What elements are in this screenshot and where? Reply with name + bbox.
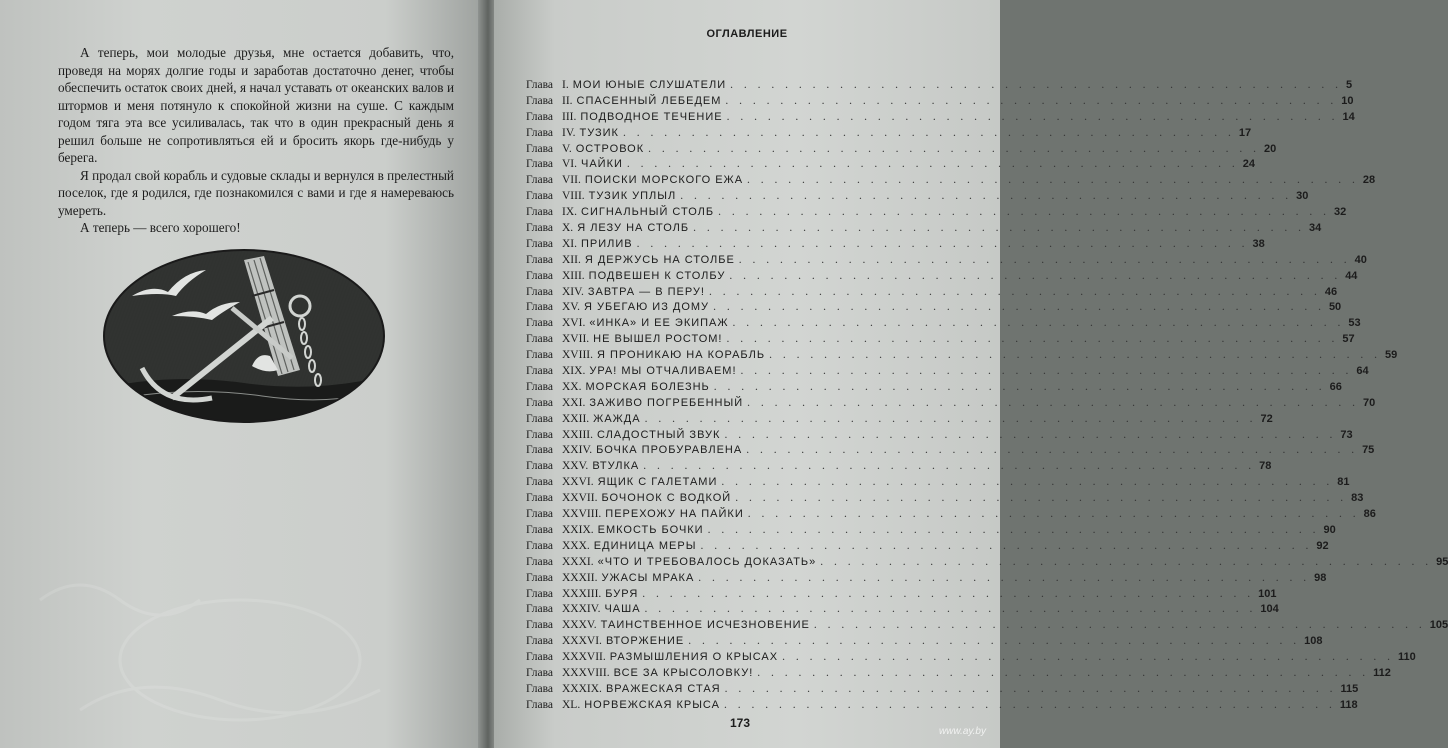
toc-chapter-number: VIII.: [562, 190, 585, 203]
toc-chapter-word: Глава: [526, 666, 554, 679]
toc-chapter-title: ВТУЛКА: [592, 460, 640, 473]
toc-page-number: 28: [1362, 174, 1376, 187]
toc-chapter-number: XXXVIII.: [562, 666, 610, 679]
toc-chapter-title: УЖАСЫ МРАКА: [601, 571, 695, 584]
toc-leader-dots: . . . . . . . . . . . . . . . . . . . . . . . . . . . . . . . . . . . . . . . . . . . . .: [708, 285, 1321, 298]
toc-row: [526, 79, 1353, 95]
toc-chapter-title: РАЗМЫШЛЕНИЯ О КРЫСАХ: [609, 651, 779, 664]
toc-page-number: 112: [1373, 666, 1391, 679]
toc-chapter-word: Глава: [526, 444, 554, 457]
toc-chapter-title: УРА! МЫ ОТЧАЛИВАЕМ!: [589, 365, 737, 378]
toc-chapter-word: Глава: [526, 476, 554, 489]
page-number: 173: [730, 716, 751, 730]
toc-chapter-number: XVIII.: [562, 349, 593, 362]
toc-row: [526, 651, 1416, 667]
toc-chapter-word: Глава: [526, 237, 554, 250]
toc-chapter-number: XI.: [562, 237, 578, 250]
toc-chapter-title: ЗАВТРА — В ПЕРУ!: [587, 285, 705, 298]
toc-chapter-title: ЧАЙКИ: [581, 158, 623, 171]
toc-row: [526, 206, 1347, 222]
toc-chapter-title: ТУЗИК: [579, 126, 619, 139]
toc-chapter-number: XXVIII.: [562, 508, 602, 521]
toc-chapter-number: XXV.: [562, 460, 589, 473]
toc-chapter-word: Глава: [526, 412, 554, 425]
toc-chapter-word: Глава: [526, 158, 554, 171]
toc-chapter-word: Глава: [526, 190, 554, 203]
toc-page-number: 57: [1342, 333, 1355, 346]
toc-page-number: 81: [1337, 476, 1350, 489]
toc-chapter-word: Глава: [526, 349, 554, 362]
toc-chapter-number: XXVII.: [562, 492, 598, 505]
toc-row: [526, 571, 1327, 588]
toc-chapter-word: Глава: [526, 317, 554, 330]
toc-row: [526, 142, 1277, 159]
toc-leader-dots: . . . . . . . . . . . . . . . . . . . . . . . . . . . . . . . . . . . . . . . . . . . . .: [735, 492, 1348, 505]
toc-chapter-title: ПРИЛИВ: [581, 237, 633, 250]
toc-chapter-title: Я ДЕРЖУСЬ НА СТОЛБЕ: [584, 253, 735, 266]
toc-chapter-word: Глава: [526, 94, 554, 107]
toc-chapter-number: XXXIII.: [562, 587, 602, 600]
toc-chapter-word: Глава: [526, 587, 554, 600]
toc-chapter-word: Глава: [526, 619, 554, 632]
toc-chapter-title: «ЧТО И ТРЕБОВАЛОСЬ ДОКАЗАТЬ»: [597, 555, 817, 568]
toc-chapter-word: Глава: [526, 603, 554, 616]
toc-chapter-word: Глава: [526, 301, 554, 314]
toc-page-number: 5: [1346, 79, 1353, 91]
toc-leader-dots: . . . . . . . . . . . . . . . . . . . . . . . . . . . . . . . . . . . . . . . . . . . . .: [769, 349, 1381, 362]
toc-leader-dots: . . . . . . . . . . . . . . . . . . . . . . . . . . . . . . . . . . . . . . . . . . . . .: [747, 174, 1359, 187]
toc-chapter-number: IX.: [562, 206, 578, 219]
toc-leader-dots: . . . . . . . . . . . . . . . . . . . . . . . . . . . . . . . . . . . . . . . . . . . . .: [622, 126, 1235, 139]
toc-page-number: 44: [1345, 269, 1358, 282]
toc-row: [526, 380, 1342, 397]
toc-leader-dots: . . . . . . . . . . . . . . . . . . . . . . . . . . . . . . . . . . . . . . . . . . . . .: [648, 142, 1261, 155]
show-through-ornament-icon: [20, 560, 460, 740]
toc-row: [526, 682, 1359, 699]
toc-leader-dots: . . . . . . . . . . . . . . . . . . . . . . . . . . . . . . . . . . . . . . . . . . . . .: [626, 158, 1239, 171]
toc-chapter-word: Глава: [526, 460, 554, 473]
toc-chapter-word: Глава: [526, 285, 554, 298]
toc-chapter-number: VII.: [562, 174, 581, 187]
toc-chapter-title: ПОДВОДНОЕ ТЕЧЕНИЕ: [580, 110, 723, 123]
toc-leader-dots: . . . . . . . . . . . . . . . . . . . . . . . . . . . . . . . . . . . . . . . . . . . . .: [725, 94, 1338, 107]
toc-chapter-number: XXVI.: [562, 476, 594, 489]
toc-chapter-title: ВТОРЖЕНИЕ: [605, 635, 685, 648]
toc-chapter-word: Глава: [526, 523, 554, 536]
toc-page-number: 14: [1342, 110, 1355, 123]
toc-chapter-word: Глава: [526, 539, 554, 552]
toc-page-number: 38: [1252, 237, 1265, 250]
toc-row: [526, 333, 1355, 349]
toc-chapter-title: НОРВЕЖСКАЯ КРЫСА: [584, 698, 720, 711]
toc-leader-dots: . . . . . . . . . . . . . . . . . . . . . . . . . . . . . . . . . . . . . . . . . . . . .: [746, 444, 1359, 457]
toc-chapter-word: Глава: [526, 682, 554, 695]
toc-leader-dots: . . . . . . . . . . . . . . . . . . . . . . . . . . . . . . . . . . . . . . . . . . . . .: [782, 651, 1394, 664]
toc-chapter-number: XXIX.: [562, 523, 594, 536]
toc-leader-dots: . . . . . . . . . . . . . . . . . . . . . . . . . . . . . . . . . . . . . . . . . . . . .: [730, 79, 1342, 91]
toc-row: [526, 285, 1338, 302]
toc-leader-dots: . . . . . . . . . . . . . . . . . . . . . . . . . . . . . . . . . . . . . . . . . . . . .: [698, 571, 1311, 584]
toc-chapter-title: ЕМКОСТЬ БОЧКИ: [597, 523, 704, 536]
toc-row: [526, 412, 1273, 429]
toc-chapter-title: ЧАША: [604, 603, 641, 616]
toc-chapter-number: XXIV.: [562, 444, 593, 457]
toc-page-number: 115: [1340, 682, 1359, 695]
toc-row: [526, 635, 1323, 651]
toc-chapter-number: X.: [562, 222, 574, 235]
toc-leader-dots: . . . . . . . . . . . . . . . . . . . . . . . . . . . . . . . . . . . . . . . . . . . . .: [721, 476, 1334, 489]
toc-leader-dots: . . . . . . . . . . . . . . . . . . . . . . . . . . . . . . . . . . . . . . . . . . . . .: [726, 110, 1339, 123]
toc-chapter-number: XXXIX.: [562, 682, 602, 695]
toc-row: [526, 587, 1277, 604]
toc-leader-dots: . . . . . . . . . . . . . . . . . . . . . . . . . . . . . . . . . . . . . . . . . . . . .: [729, 269, 1342, 282]
toc-page-number: 105: [1429, 619, 1448, 632]
toc-row: [526, 94, 1354, 111]
toc-chapter-word: Глава: [526, 380, 554, 393]
toc-page-number: 10: [1341, 94, 1354, 107]
paragraph-2: Я продал свой корабль и судовые склады и вернулся в прелестный поселок, где я родился, где познакомился с вами и где я намереваюсь умереть.: [58, 167, 454, 218]
toc-leader-dots: . . . . . . . . . . . . . . . . . . . . . . . . . . . . . . . . . . . . . . . . . . . . .: [747, 508, 1360, 521]
toc-chapter-title: МОРСКАЯ БОЛЕЗНЬ: [585, 380, 710, 393]
toc-chapter-word: Глава: [526, 222, 554, 235]
toc-page-number: 70: [1363, 396, 1376, 409]
toc-page-number: 83: [1351, 492, 1364, 505]
toc-leader-dots: . . . . . . . . . . . . . . . . . . . . . . . . . . . . . . . . . . . . . . . . . . . . .: [740, 365, 1353, 378]
toc-page-number: 86: [1363, 508, 1376, 521]
toc-leader-dots: . . . . . . . . . . . . . . . . . . . . . . . . . . . . . . . . . . . . . . . . . . . . .: [820, 555, 1433, 568]
toc-chapter-title: НЕ ВЫШЕЛ РОСТОМ!: [593, 333, 723, 346]
toc-leader-dots: . . . . . . . . . . . . . . . . . . . . . . . . . . . . . . . . . . . . . . . . . . . . .: [724, 682, 1337, 695]
toc-page-number: 95: [1436, 555, 1448, 568]
toc-row: [526, 476, 1350, 492]
toc-chapter-title: ПЕРЕХОЖУ НА ПАЙКИ: [605, 508, 744, 521]
toc-chapter-title: МОИ ЮНЫЕ СЛУШАТЕЛИ: [572, 79, 727, 91]
paragraph-1: А теперь, мои молодые друзья, мне остается добавить, что, проведя на морях долгие годы и заработав достаточно денег, чтобы обеспечить остаток своих дней, я начал уставать от океанских валов и штормов и меня потянуло к спокойной жизни на суше. С каждым годом тяга эта все усиливалась, так что в один прекрасный день я решил больше не сопротивляться ей и бросить якорь где-нибудь у берега.: [58, 45, 454, 165]
toc-leader-dots: . . . . . . . . . . . . . . . . . . . . . . . . . . . . . . . . . . . . . . . . . . . . .: [680, 190, 1293, 203]
toc-leader-dots: . . . . . . . . . . . . . . . . . . . . . . . . . . . . . . . . . . . . . . . . . . . . .: [688, 635, 1301, 648]
toc-page-number: 40: [1354, 253, 1367, 266]
toc-chapter-number: XXI.: [562, 396, 586, 409]
toc-chapter-title: ТАИНСТВЕННОЕ ИСЧЕЗНОВЕНИЕ: [600, 619, 810, 632]
toc-row: [526, 301, 1342, 317]
toc-chapter-word: Глава: [526, 571, 554, 584]
toc-chapter-number: XIII.: [562, 269, 585, 282]
toc-chapter-number: XX.: [562, 380, 582, 393]
toc-chapter-title: ЯЩИК С ГАЛЕТАМИ: [597, 476, 718, 489]
toc-chapter-title: Я УБЕГАЮ ИЗ ДОМУ: [584, 301, 710, 314]
toc-row: [526, 603, 1279, 619]
toc-page-number: 101: [1258, 587, 1277, 600]
left-page: [0, 0, 482, 748]
toc-page-number: 34: [1308, 222, 1322, 235]
toc-leader-dots: . . . . . . . . . . . . . . . . . . . . . . . . . . . . . . . . . . . . . . . . . . . . .: [738, 253, 1351, 266]
toc-row: [526, 253, 1367, 270]
toc-leader-dots: . . . . . . . . . . . . . . . . . . . . . . . . . . . . . . . . . . . . . . . . . . . . .: [747, 396, 1360, 409]
toc-row: [526, 396, 1376, 413]
toc-chapter-title: СПАСЕННЫЙ ЛЕБЕДЕМ: [576, 94, 722, 107]
toc-page-number: 32: [1333, 206, 1347, 219]
toc-chapter-title: БУРЯ: [605, 587, 639, 600]
toc-chapter-title: ЕДИНИЦА МЕРЫ: [593, 539, 697, 552]
toc-chapter-word: Глава: [526, 365, 554, 378]
toc-chapter-number: XXXVII.: [562, 651, 606, 664]
toc-leader-dots: . . . . . . . . . . . . . . . . . . . . . . . . . . . . . . . . . . . . . . . . . . . . .: [732, 317, 1345, 330]
toc-row: [526, 492, 1364, 508]
toc-chapter-number: II.: [562, 94, 573, 107]
toc-page-number: 30: [1296, 190, 1309, 203]
toc-chapter-word: Глава: [526, 396, 554, 409]
toc-row: [526, 317, 1361, 333]
toc-chapter-title: ВРАЖЕСКАЯ СТАЯ: [605, 682, 721, 695]
toc-chapter-word: Глава: [526, 428, 554, 441]
toc-row: [526, 349, 1398, 365]
toc-row: [526, 190, 1309, 206]
toc-chapter-number: XVII.: [562, 333, 590, 346]
closing-text: [58, 44, 454, 237]
toc-page-number: 110: [1397, 651, 1416, 664]
toc-chapter-title: ОСТРОВОК: [575, 142, 645, 155]
toc-leader-dots: . . . . . . . . . . . . . . . . . . . . . . . . . . . . . . . . . . . . . . . . . . . . .: [644, 603, 1257, 616]
toc-page-number: 90: [1323, 523, 1336, 536]
toc-chapter-word: Глава: [526, 79, 554, 91]
toc-leader-dots: . . . . . . . . . . . . . . . . . . . . . . . . . . . . . . . . . . . . . . . . . . . . .: [693, 222, 1305, 235]
toc-chapter-title: ПОИСКИ МОРСКОГО ЕЖА: [584, 174, 744, 187]
toc-chapter-number: XXII.: [562, 412, 590, 425]
toc-chapter-number: XXXIV.: [562, 603, 601, 616]
toc-page-number: 75: [1362, 444, 1375, 457]
toc-page-number: 104: [1260, 603, 1279, 616]
toc-leader-dots: . . . . . . . . . . . . . . . . . . . . . . . . . . . . . . . . . . . . . . . . . . . . .: [718, 206, 1330, 219]
toc-row: [526, 428, 1353, 445]
toc-page-number: 59: [1384, 349, 1398, 362]
toc-leader-dots: . . . . . . . . . . . . . . . . . . . . . . . . . . . . . . . . . . . . . . . . . . . . .: [643, 460, 1256, 473]
toc-row: [526, 666, 1391, 683]
toc-chapter-title: ПОДВЕШЕН К СТОЛБУ: [588, 269, 726, 282]
toc-page-number: 72: [1260, 412, 1273, 425]
toc-leader-dots: . . . . . . . . . . . . . . . . . . . . . . . . . . . . . . . . . . . . . . . . . . . . .: [813, 619, 1426, 632]
toc-chapter-title: ВСЕ ЗА КРЫСОЛОВКУ!: [613, 666, 754, 679]
watermark: www.ay.by: [938, 726, 986, 737]
toc-chapter-title: СЛАДОСТНЫЙ ЗВУК: [596, 428, 721, 441]
toc-page-number: 78: [1259, 460, 1272, 473]
toc-page-number: 46: [1324, 285, 1338, 298]
toc-chapter-number: XXXV.: [562, 619, 597, 632]
toc-chapter-title: БОЧКА ПРОБУРАВЛЕНА: [596, 444, 743, 457]
toc-chapter-word: Глава: [526, 651, 554, 664]
paragraph-3: А теперь — всего хорошего!: [80, 220, 241, 235]
toc-row: [526, 508, 1376, 524]
toc-chapter-number: XXXI.: [562, 555, 594, 568]
toc-page-number: 108: [1304, 635, 1323, 648]
toc-page-number: 92: [1316, 539, 1329, 552]
toc-chapter-number: XXXII.: [562, 571, 598, 584]
toc-page-number: 64: [1356, 365, 1369, 378]
toc-chapter-number: XII.: [562, 253, 581, 266]
toc-chapter-number: I.: [562, 79, 569, 91]
toc-leader-dots: . . . . . . . . . . . . . . . . . . . . . . . . . . . . . . . . . . . . . . . . . . . . .: [726, 333, 1339, 346]
toc-chapter-number: III.: [562, 110, 577, 123]
toc-page-number: 53: [1348, 317, 1361, 330]
toc-chapter-number: XXXVI.: [562, 635, 602, 648]
toc-row: [526, 698, 1358, 715]
toc-row: [526, 126, 1252, 143]
toc-chapter-number: XXX.: [562, 539, 590, 552]
toc-row: [526, 237, 1265, 254]
toc-chapter-word: Глава: [526, 142, 554, 155]
toc-chapter-title: ТУЗИК УПЛЫЛ: [588, 190, 677, 203]
toc-heading: ОГЛАВЛЕНИЕ: [706, 28, 788, 40]
toc-chapter-title: «ИНКА» И ЕЕ ЭКИПАЖ: [589, 317, 729, 330]
toc-chapter-title: Я ЛЕЗУ НА СТОЛБ: [577, 222, 690, 235]
toc-page-number: 118: [1339, 698, 1358, 711]
toc-chapter-number: IV.: [562, 126, 576, 139]
toc-chapter-number: VI.: [562, 158, 578, 171]
toc-leader-dots: . . . . . . . . . . . . . . . . . . . . . . . . . . . . . . . . . . . . . . . . . . . . .: [644, 412, 1257, 425]
toc-chapter-title: ЖАЖДА: [593, 412, 641, 425]
toc-chapter-title: БОЧОНОК С ВОДКОЙ: [601, 492, 732, 505]
toc-chapter-word: Глава: [526, 206, 554, 219]
toc-page-number: 98: [1314, 571, 1327, 584]
toc-page-number: 73: [1340, 428, 1353, 441]
toc-chapter-word: Глава: [526, 492, 554, 505]
toc-chapter-title: ЗАЖИВО ПОГРЕБЕННЫЙ: [589, 396, 744, 409]
toc-chapter-word: Глава: [526, 333, 554, 346]
toc-row: [526, 158, 1256, 174]
toc-leader-dots: . . . . . . . . . . . . . . . . . . . . . . . . . . . . . . . . . . . . . . . . . . . . .: [642, 587, 1255, 600]
toc-chapter-number: XIX.: [562, 365, 586, 378]
toc-leader-dots: . . . . . . . . . . . . . . . . . . . . . . . . . . . . . . . . . . . . . . . . . . . . .: [713, 380, 1326, 393]
toc-row: [526, 619, 1448, 635]
toc-chapter-title: Я ПРОНИКАЮ НА КОРАБЛЬ: [596, 349, 766, 362]
toc-chapter-number: XV.: [562, 301, 581, 314]
toc-chapter-word: Глава: [526, 110, 554, 123]
toc-row: [526, 555, 1448, 572]
toc-chapter-word: Глава: [526, 698, 554, 711]
toc-chapter-word: Глава: [526, 555, 554, 568]
table-of-contents: [526, 79, 1448, 715]
toc-leader-dots: . . . . . . . . . . . . . . . . . . . . . . . . . . . . . . . . . . . . . . . . . . . . .: [724, 428, 1337, 441]
toc-page-number: 50: [1328, 301, 1342, 314]
toc-page-number: 17: [1238, 126, 1252, 139]
toc-chapter-number: V.: [562, 142, 572, 155]
toc-chapter-word: Глава: [526, 635, 554, 648]
toc-row: [526, 269, 1358, 286]
toc-chapter-number: XL.: [562, 698, 581, 711]
toc-chapter-number: XXIII.: [562, 428, 593, 441]
toc-chapter-title: СИГНАЛЬНЫЙ СТОЛБ: [581, 206, 715, 219]
toc-chapter-word: Глава: [526, 508, 554, 521]
toc-row: [526, 222, 1322, 238]
toc-chapter-word: Глава: [526, 174, 554, 187]
toc-leader-dots: . . . . . . . . . . . . . . . . . . . . . . . . . . . . . . . . . . . . . . . . . . . . .: [757, 666, 1370, 679]
toc-page-number: 24: [1242, 158, 1256, 171]
toc-row: [526, 460, 1272, 476]
toc-chapter-word: Глава: [526, 126, 554, 139]
toc-row: [526, 174, 1376, 190]
toc-leader-dots: . . . . . . . . . . . . . . . . . . . . . . . . . . . . . . . . . . . . . . . . . . . . .: [713, 301, 1325, 314]
toc-row: [526, 110, 1355, 127]
toc-leader-dots: . . . . . . . . . . . . . . . . . . . . . . . . . . . . . . . . . . . . . . . . . . . . .: [700, 539, 1313, 552]
toc-row: [526, 444, 1375, 460]
toc-leader-dots: . . . . . . . . . . . . . . . . . . . . . . . . . . . . . . . . . . . . . . . . . . . . .: [636, 237, 1249, 250]
toc-chapter-word: Глава: [526, 253, 554, 266]
toc-row: [526, 365, 1369, 381]
anchor-with-seagulls-icon: [102, 248, 386, 424]
toc-page-number: 20: [1264, 142, 1277, 155]
toc-leader-dots: . . . . . . . . . . . . . . . . . . . . . . . . . . . . . . . . . . . . . . . . . . . . .: [723, 698, 1336, 711]
toc-row: [526, 539, 1329, 556]
toc-chapter-number: XIV.: [562, 285, 584, 298]
toc-chapter-number: XVI.: [562, 317, 586, 330]
toc-page-number: 66: [1329, 380, 1342, 393]
toc-leader-dots: . . . . . . . . . . . . . . . . . . . . . . . . . . . . . . . . . . . . . . . . . . . . .: [707, 523, 1320, 536]
toc-chapter-word: Глава: [526, 269, 554, 282]
toc-row: [526, 523, 1336, 540]
